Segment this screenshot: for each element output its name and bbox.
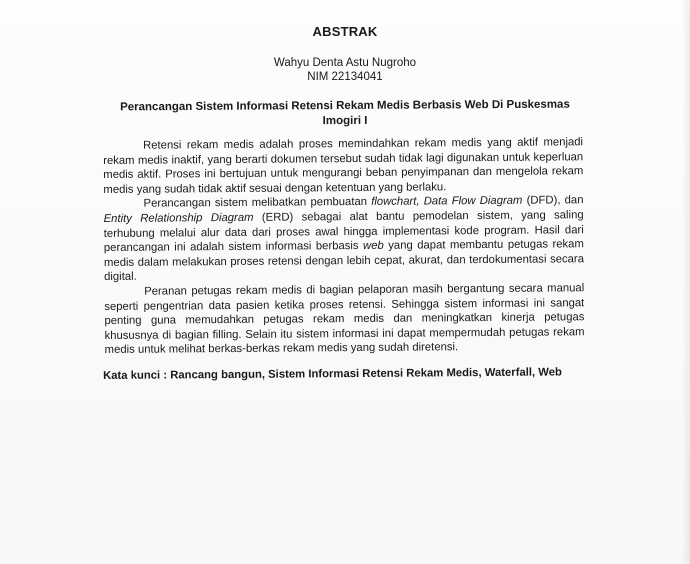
page-edge-shadow: [682, 0, 690, 564]
p2-italic-1: flowchart, Data Flow Diagram: [371, 195, 523, 209]
p2-text-1: Perancangan sistem melibatkan pembuatan: [143, 196, 372, 211]
p2-text-4: yang dapat membantu petugas rekam medis dalam melakukan proses retensi dengan lebih cepat, akurat, dan terdokumentasi secara digital.: [103, 238, 585, 284]
thesis-title: [100, 98, 590, 131]
author-name: Wahyu Denta Astu Nugroho: [273, 57, 417, 69]
p2-text-3: (ERD) sebagai alat bantu pemodelan sistem, yang saling terhubung melalui alur data dari proses awal hingga implementasi kode program. Hasil dari perancangan ini adalah sistem informasi berbasis: [103, 209, 584, 255]
paragraph-2: [103, 194, 584, 285]
title-line-1: Perancangan Sistem Informasi Retensi Rekam Medis Berbasis Web Di Puskesmas: [120, 98, 570, 114]
title-line-2: Imogiri I: [322, 114, 368, 128]
abstract-body: [103, 135, 585, 358]
p2-italic-2: Entity Relationship Diagram: [103, 211, 254, 225]
abstract-heading: ABSTRAK: [312, 24, 378, 39]
paragraph-1: Retensi rekam medis adalah proses memindahkan rekam medis yang aktif menjadi rekam medis inaktif, yang berarti dokumen tersebut sudah tidak lagi digunakan untuk keperluan medis aktif. Proses ini bertujuan untuk mengurangi beban penyimpanan dan mengelola rekam medis yang sudah tidak aktif sesuai dengan ketentuan yang berlaku.: [103, 136, 584, 196]
keywords-line: Kata kunci : Rancang bangun, Sistem Informasi Retensi Rekam Medis, Waterfall, Web: [103, 366, 562, 382]
paragraph-3: Peranan petugas rekam medis di bagian pelaporan masih bergantung secara manual seperti pengentrian data pasien ketika proses retensi. Sehingga sistem informasi ini sangat penting guna memudahkan petugas rekam medis dan meningkatkan kinerja petugas khususnya di bagian filling. Selain itu sistem informasi ini dapat mempermudah petugas rekam medis untuk melihat berkas-berkas rekam medis yang sudah diretensi.: [104, 282, 585, 357]
student-id: NIM 22134041: [307, 71, 383, 83]
p2-italic-3: web: [362, 239, 384, 253]
p2-text-2: (DFD), dan: [522, 194, 584, 208]
